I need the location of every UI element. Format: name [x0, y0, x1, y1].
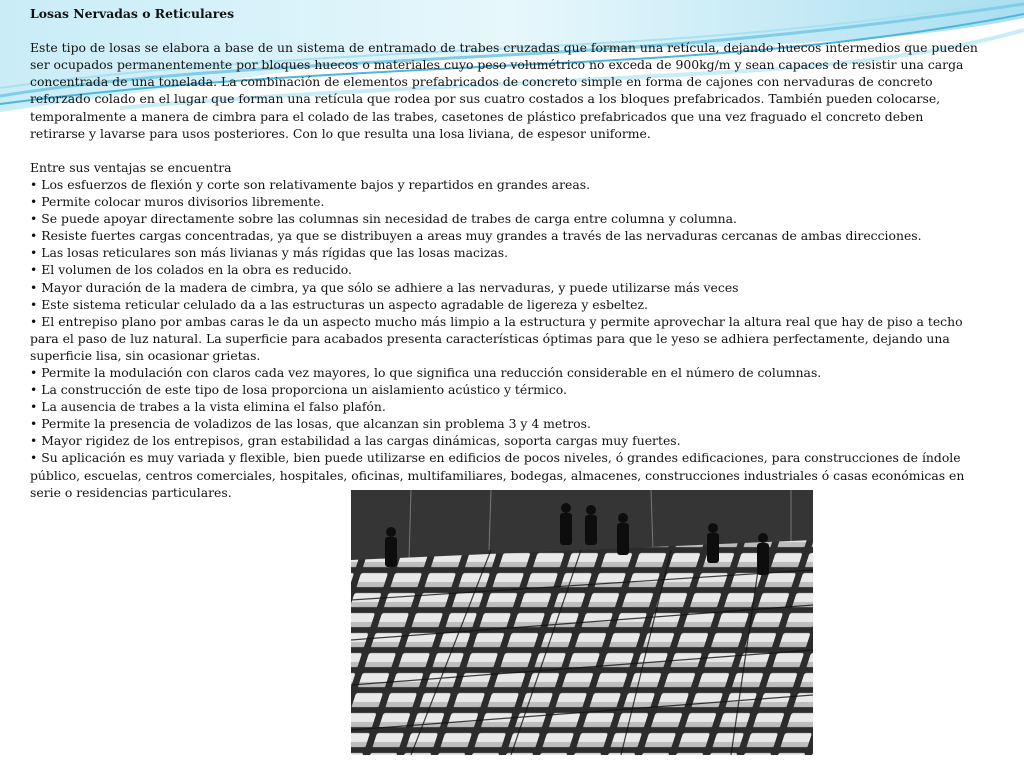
construction-photo [351, 490, 813, 755]
advantage-item: • La ausencia de trabes a la vista elimina el falso plafón. [30, 399, 386, 415]
advantage-item: • Resiste fuertes cargas concentradas, ya que se distribuyen a areas muy grandes a través de las nervaduras cercanas de ambas direcciones. [30, 228, 922, 244]
slide-content [30, 5, 980, 501]
advantage-item: • Mayor rigidez de los entrepisos, gran estabilidad a las cargas dinámicas, soporta cargas muy fuertes. [30, 433, 681, 449]
advantage-item: • Los esfuerzos de flexión y corte son relativamente bajos y repartidos en grandes areas. [30, 176, 591, 192]
advantage-item: • Las losas reticulares son más livianas y más rígidas que las losas macizas. [30, 245, 509, 261]
advantages-heading: Entre sus ventajas se encuentra [30, 159, 232, 175]
page-title: Losas Nervadas o Reticulares [30, 6, 235, 21]
advantage-item: • Permite la presencia de voladizos de las losas, que alcanzan sin problema 3 y 4 metros. [30, 416, 591, 432]
advantages-list [30, 176, 980, 501]
advantage-item: • El volumen de los colados en la obra es reducido. [30, 262, 352, 278]
advantage-item: • Permite colocar muros divisorios libremente. [30, 194, 325, 210]
advantage-item: • Permite la modulación con claros cada vez mayores, lo que significa una reducción considerable en el número de columnas. [30, 364, 822, 380]
advantage-item: • Se puede apoyar directamente sobre las columnas sin necesidad de trabes de carga entre columna y columna. [30, 211, 737, 227]
advantage-item: • Su aplicación es muy variada y flexible, bien puede utilizarse en edificios de pocos niveles, ó grandes edificaciones, para construcciones de índole público, escuelas, centros comerciales, hospitales, oficinas, multifamiliares, bodegas, almacenes, construcciones industriales ó casas económicas en serie o residencias particulares. [30, 450, 965, 500]
advantage-item: • Este sistema reticular celulado da a las estructuras un aspecto agradable de ligereza y esbeltez. [30, 296, 648, 312]
advantage-item: • Mayor duración de la madera de cimbra, ya que sólo se adhiere a las nervaduras, y puede utilizarse más veces [30, 279, 739, 295]
spacer [30, 142, 980, 159]
waffle-slab-image [351, 490, 813, 755]
intro-paragraph: Este tipo de losas se elabora a base de un sistema de entramado de trabes cruzadas que forman una retícula, dejando huecos intermedios que pueden ser ocupados permanentemente por bloques huecos o materiales cuyo peso volumétrico no exceda de 900kg/m y sean capaces de resistir una carga concentrada de una tonelada. La combinación de elementos prefabricados de concreto simple en forma de cajones con nervaduras de concreto reforzado colado en el lugar que forman una retícula que rodea por sus cuatro costados a los bloques prefabricados. También pueden colocarse, temporalmente a manera de cimbra para el colado de las trabes, casetones de plástico prefabricados que una vez fraguado el concreto deben retirarse y lavarse para usos posteriores. Con lo que resulta una losa liviana, de espesor uniforme. [30, 40, 978, 141]
spacer [30, 22, 980, 39]
advantage-item: • El entrepiso plano por ambas caras le da un aspecto mucho más limpio a la estructura y permite aprovechar la altura real que hay de piso a techo para el paso de luz natural. La superficie para acabados presenta características óptimas para que le yeso se adhiera perfectamente, dejando una superficie lisa, sin ocasionar grietas. [30, 313, 963, 363]
advantage-item: • La construcción de este tipo de losa proporciona un aislamiento acústico y térmico. [30, 382, 567, 398]
